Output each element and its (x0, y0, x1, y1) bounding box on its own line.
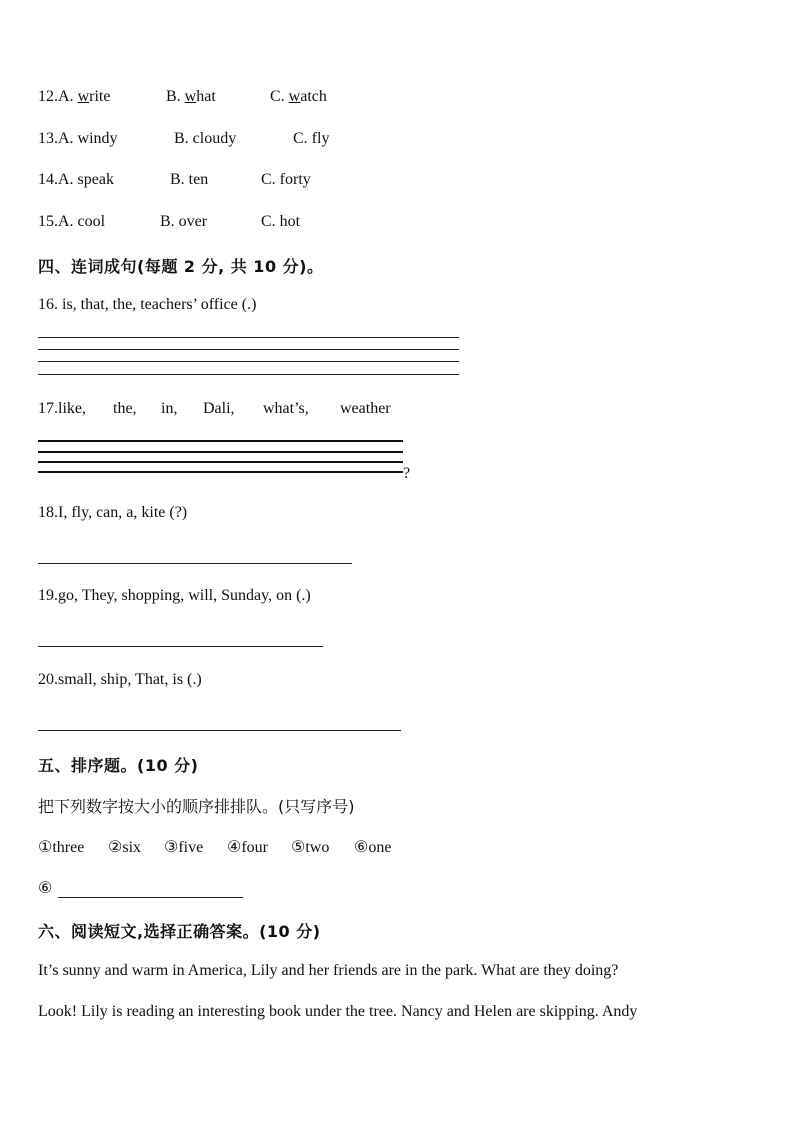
answer-line (38, 374, 459, 375)
answer-line (38, 361, 459, 362)
answer-line (38, 349, 459, 350)
word: in, (161, 400, 178, 417)
answer-line[interactable] (58, 897, 243, 898)
answer-line (38, 337, 459, 338)
ordering-item: ③five (164, 839, 204, 856)
question-12-option-c: C. watch (270, 88, 327, 105)
answer-line (38, 451, 403, 453)
word: weather (340, 400, 391, 417)
ordering-item: ②six (108, 839, 142, 856)
option-a-prefix: A. (58, 88, 78, 105)
section-4-title: 四、连词成句(每题 2 分, 共 10 分)。 (38, 257, 324, 276)
question-17 (38, 400, 391, 418)
answer-line[interactable] (38, 563, 352, 564)
question-15: 15.A. cool (38, 213, 106, 230)
answer-line (38, 440, 403, 442)
ordering-item: ④four (227, 839, 268, 856)
word: what’s, (263, 400, 309, 417)
ordering-items (38, 837, 391, 857)
option-a-underlined: w (77, 88, 90, 105)
question-13-option-b: B. cloudy (174, 130, 237, 147)
ordering-item: ⑤two (291, 839, 330, 856)
question-12 (38, 88, 110, 106)
question-13: 13.A. windy (38, 130, 118, 147)
section-5-instruction: 把下列数字按大小的顺序排排队。(只写序号) (38, 797, 355, 816)
section-5-title: 五、排序题。(10 分) (38, 756, 199, 775)
question-19: 19.go, They, shopping, will, Sunday, on (.) (38, 587, 311, 604)
question-mark: ? (403, 465, 411, 482)
question-18: 18.I, fly, can, a, kite (?) (38, 504, 188, 521)
question-13-option-c: C. fly (293, 130, 330, 147)
ordering-answer-prefix: ⑥ (38, 880, 53, 897)
question-20: 20.small, ship, That, is (.) (38, 671, 202, 688)
word: the, (113, 400, 137, 417)
reading-paragraph-line: Look! Lily is reading an interesting book under the tree. Nancy and Helen are skipping. Andy (38, 1003, 638, 1020)
ordering-item: ①three (38, 839, 85, 856)
word: 17.like, (38, 400, 86, 417)
answer-line[interactable] (38, 646, 323, 647)
reading-paragraph-line: It’s sunny and warm in America, Lily and her friends are in the park. What are they doing? (38, 962, 619, 979)
answer-line[interactable] (38, 730, 401, 731)
word: Dali, (203, 400, 235, 417)
question-14-option-c: C. forty (261, 171, 311, 188)
question-14: 14.A. speak (38, 171, 114, 188)
question-14-option-b: B. ten (170, 171, 209, 188)
question-12-option-b: B. what (166, 88, 216, 105)
question-16: 16. is, that, the, teachers’ office (.) (38, 296, 257, 313)
answer-line (38, 471, 403, 473)
question-15-option-b: B. over (160, 213, 208, 230)
section-6-title: 六、阅读短文,选择正确答案。(10 分) (38, 922, 321, 941)
question-15-option-c: C. hot (261, 213, 301, 230)
answer-line (38, 461, 403, 463)
option-a-rest: rite (89, 88, 111, 105)
ordering-item: ⑥one (354, 839, 392, 856)
question-number: 12. (38, 88, 58, 105)
